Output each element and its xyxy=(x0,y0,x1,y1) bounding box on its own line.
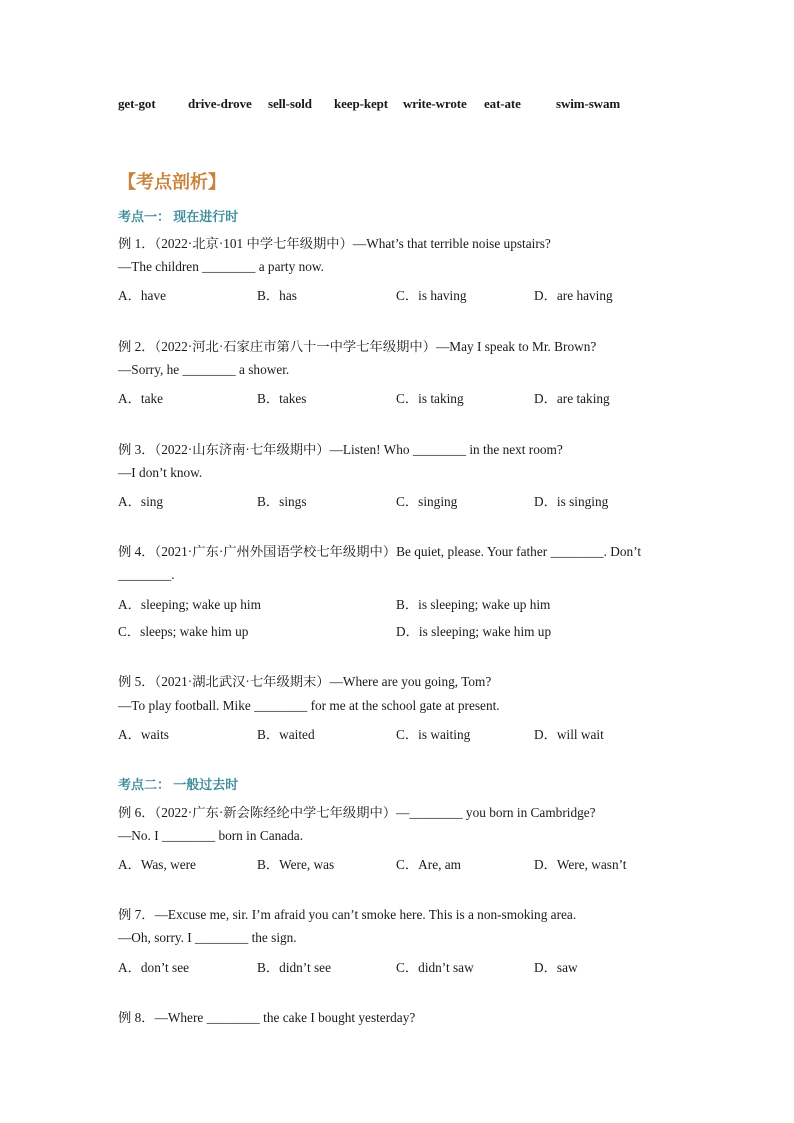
question-stem: —I don’t know. xyxy=(118,465,203,480)
option-d: D．are taking xyxy=(534,391,610,406)
question-stem: —Oh, sorry. I ________ the sign. xyxy=(118,930,297,945)
option-b: B．didn’t see xyxy=(257,960,331,975)
option-d: D．saw xyxy=(534,960,578,975)
vocab-word: keep-kept xyxy=(334,96,388,111)
option-a: A．don’t see xyxy=(118,960,190,975)
option-d: D．is singing xyxy=(534,494,609,509)
option-a: A．take xyxy=(118,391,164,406)
option-a: A．waits xyxy=(118,727,169,742)
question-stem: 例 3．（2022·山东济南·七年级期中）—Listen! Who ________ in the next room? xyxy=(118,442,563,457)
option-b: B．takes xyxy=(257,391,307,406)
question-stem: 例 5．（2021·湖北武汉·七年级期末）—Where are you going, Tom? xyxy=(118,674,492,689)
option-c: C．didn’t saw xyxy=(396,960,474,975)
option-a: A．Was, were xyxy=(118,857,196,872)
question-stem: —No. I ________ born in Canada. xyxy=(118,828,304,843)
option-b: B．has xyxy=(257,288,297,303)
section-title: 【考点剖析】 xyxy=(118,172,226,192)
option-d: D．Were, wasn’t xyxy=(534,857,627,872)
option-d: D．are having xyxy=(534,288,613,303)
question-stem: —Sorry, he ________ a shower. xyxy=(118,362,290,377)
kaodian-heading: 考点一： 现在进行时 xyxy=(118,209,239,224)
question-stem: 例 7．—Excuse me, sir. I’m afraid you can’t smoke here. This is a non-smoking area. xyxy=(118,907,577,922)
question-stem: 例 6．（2022·广东·新会陈经纶中学七年级期中）—________ you born in Cambridge? xyxy=(118,805,596,820)
question-stem: ________. xyxy=(118,567,175,582)
question-stem: 例 8．—Where ________ the cake I bought yesterday? xyxy=(118,1010,416,1025)
option-c: C．singing xyxy=(396,494,458,509)
option-c: C．is having xyxy=(396,288,467,303)
option-b: B．is sleeping; wake up him xyxy=(396,597,551,612)
question-stem: 例 2．（2022·河北·石家庄市第八十一中学七年级期中）—May I speak to Mr. Brown? xyxy=(118,339,597,354)
vocab-word: eat-ate xyxy=(484,96,521,111)
question-stem: 例 4．（2021·广东·广州外国语学校七年级期中）Be quiet, please. Your father ________. Don’t xyxy=(118,544,642,559)
option-d: D．will wait xyxy=(534,727,604,742)
option-c: C．Are, am xyxy=(396,857,461,872)
question-stem: —The children ________ a party now. xyxy=(118,259,324,274)
option-c: C．sleeps; wake him up xyxy=(118,624,249,639)
option-b: B．waited xyxy=(257,727,315,742)
option-d: D．is sleeping; wake him up xyxy=(396,624,552,639)
question-stem: 例 1．（2022·北京·101 中学七年级期中）—What’s that terrible noise upstairs? xyxy=(118,236,551,251)
vocab-word: drive-drove xyxy=(188,96,252,111)
option-a: A．sleeping; wake up him xyxy=(118,597,261,612)
vocab-word: get-got xyxy=(118,96,156,111)
option-c: C．is waiting xyxy=(396,727,471,742)
vocab-word: write-wrote xyxy=(403,96,467,111)
option-c: C．is taking xyxy=(396,391,464,406)
vocab-word: swim-swam xyxy=(556,96,621,111)
option-a: A．sing xyxy=(118,494,164,509)
question-stem: —To play football. Mike ________ for me at the school gate at present. xyxy=(118,698,500,713)
vocab-word: sell-sold xyxy=(268,96,312,111)
option-b: B．Were, was xyxy=(257,857,335,872)
option-a: A．have xyxy=(118,288,166,303)
kaodian-heading: 考点二： 一般过去时 xyxy=(118,777,239,792)
option-b: B．sings xyxy=(257,494,307,509)
